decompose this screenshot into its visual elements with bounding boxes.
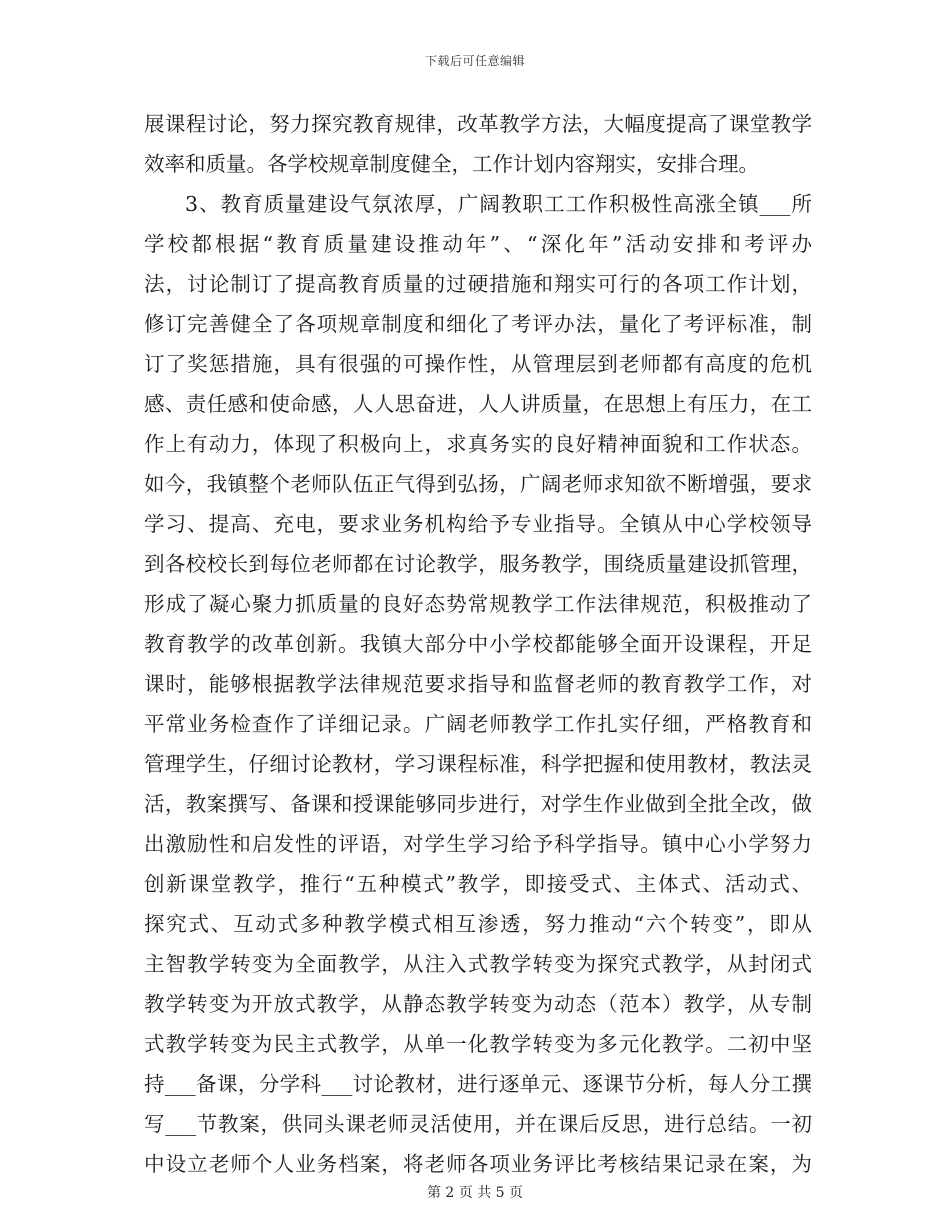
text-line: 写___节教案，供同头课老师灵活使用，并在课后反思，进行总结。一初 xyxy=(144,1112,812,1136)
text-line: 探究式、互动式多种教学模式相互渗透，努力推动“六个转变”，即从 xyxy=(144,912,812,936)
text-line: 学校都根据“教育质量建设推动年”、“深化年”活动安排和考评办 xyxy=(144,232,812,256)
text-line: 法，讨论制订了提高教育质量的过硬措施和翔实可行的各项工作计划， xyxy=(144,272,812,296)
page-header: 下载后可任意编辑 xyxy=(424,54,525,68)
text-line: 学习、提高、充电，要求业务机构给予专业指导。全镇从中心学校领导 xyxy=(144,512,812,536)
text-line: 创新课堂教学，推行“五种模式”教学，即接受式、主体式、活动式、 xyxy=(144,872,812,896)
text-line: 如今，我镇整个老师队伍正气得到弘扬，广阔老师求知欲不断增强，要求 xyxy=(144,472,812,496)
text-line: 修订完善健全了各项规章制度和细化了考评办法，量化了考评标准，制 xyxy=(144,312,812,336)
text-line: 教育教学的改革创新。我镇大部分中小学校都能够全面开设课程，开足 xyxy=(144,632,812,656)
text-line: 平常业务检查作了详细记录。广阔老师教学工作扎实仔细，严格教育和 xyxy=(144,712,812,736)
text-line: 3、教育质量建设气氛浓厚，广阔教职工工作积极性高涨全镇___所 xyxy=(185,192,812,216)
text-line: 主智教学转变为全面教学，从注入式教学转变为探究式教学，从封闭式 xyxy=(144,952,812,976)
text-line: 订了奖惩措施，具有很强的可操作性，从管理层到老师都有高度的危机 xyxy=(144,352,812,376)
text-line: 课时，能够根据教学法律规范要求指导和监督老师的教育教学工作，对 xyxy=(144,672,812,696)
text-line: 展课程讨论，努力探究教育规律，改革教学方法，大幅度提高了课堂教学 xyxy=(144,112,812,136)
text-line: 出激励性和启发性的评语，对学生学习给予科学指导。镇中心小学努力 xyxy=(144,832,812,856)
page-footer: 第 2 页 共 5 页 xyxy=(426,1185,524,1201)
text-line: 教学转变为开放式教学，从静态教学转变为动态（范本）教学，从专制 xyxy=(144,992,812,1016)
text-line: 作上有动力，体现了积极向上，求真务实的良好精神面貌和工作状态。 xyxy=(144,432,812,456)
text-line: 活，教案撰写、备课和授课能够同步进行，对学生作业做到全批全改，做 xyxy=(144,792,812,816)
text-line: 到各校校长到每位老师都在讨论教学，服务教学，围绕质量建设抓管理， xyxy=(144,552,812,576)
text-line: 式教学转变为民主式教学，从单一化教学转变为多元化教学。二初中坚 xyxy=(144,1032,812,1056)
text-line: 管理学生，仔细讨论教材，学习课程标准，科学把握和使用教材，教法灵 xyxy=(144,752,812,776)
text-line: 形成了凝心聚力抓质量的良好态势常规教学工作法律规范，积极推动了 xyxy=(144,592,812,616)
text-line: 感、责任感和使命感，人人思奋进，人人讲质量，在思想上有压力，在工 xyxy=(144,392,812,416)
body-text xyxy=(144,104,812,1184)
text-line: 持___备课，分学科___讨论教材，进行逐单元、逐课节分析，每人分工撰 xyxy=(144,1072,812,1096)
text-line: 效率和质量。各学校规章制度健全，工作计划内容翔实，安排合理。 xyxy=(144,152,759,176)
text-line: 中设立老师个人业务档案，将老师各项业务评比考核结果记录在案，为 xyxy=(144,1152,812,1176)
